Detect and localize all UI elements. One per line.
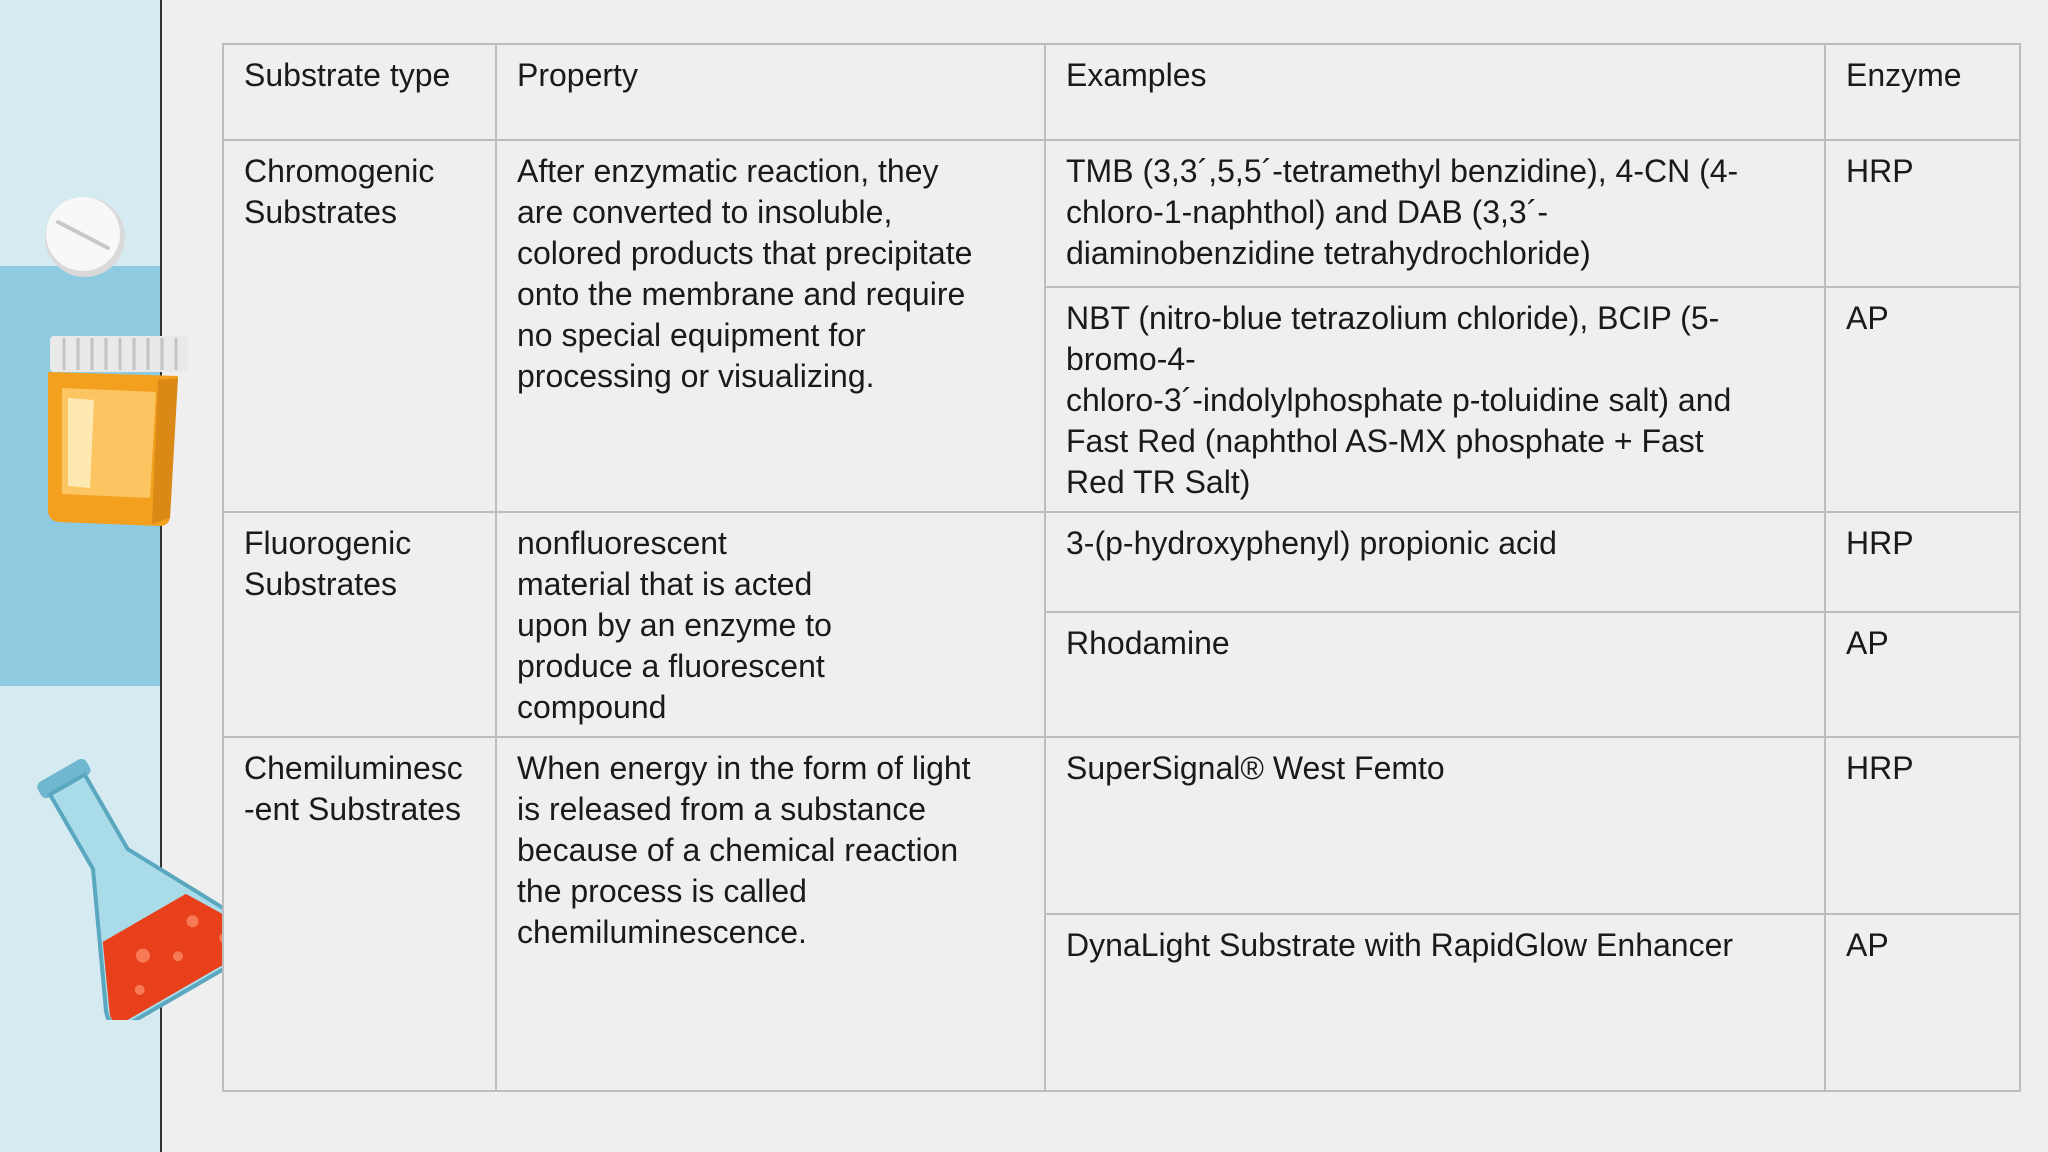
enzyme-cell: AP — [1825, 612, 2020, 737]
table-row — [223, 512, 2020, 612]
example-cell: TMB (3,3´,5,5´-tetramethyl benzidine), 4-CN (4- chloro-1-naphthol) and DAB (3,3´- diaminobenzidine tetrahydrochloride) — [1045, 140, 1825, 287]
header-examples: Examples — [1045, 44, 1825, 140]
example-cell: NBT (nitro-blue tetrazolium chloride), BCIP (5- bromo-4- chloro-3´-indolylphosphate p-toluidine salt) and Fast Red (naphthol AS-MX phosphate + Fast Red TR Salt) — [1045, 287, 1825, 512]
property-cell: After enzymatic reaction, they are converted to insoluble, colored products that precipitate onto the membrane and require no special equipment for processing or visualizing. — [496, 140, 1045, 512]
medicine-bottle-icon — [38, 328, 198, 528]
example-cell: DynaLight Substrate with RapidGlow Enhancer — [1045, 914, 1825, 1091]
header-row — [223, 44, 2020, 140]
enzyme-cell: AP — [1825, 287, 2020, 512]
enzyme-cell: AP — [1825, 914, 2020, 1091]
enzyme-cell: HRP — [1825, 140, 2020, 287]
property-cell: nonfluorescent material that is acted upon by an enzyme to produce a fluorescent compound — [496, 512, 1045, 737]
example-cell: SuperSignal® West Femto — [1045, 737, 1825, 914]
substrate-type-cell: Fluorogenic Substrates — [223, 512, 496, 737]
pill-icon — [40, 192, 130, 282]
substrate-table — [222, 43, 2021, 1092]
property-cell: When energy in the form of light is released from a substance because of a chemical reaction the process is called chemiluminescence. — [496, 737, 1045, 1091]
example-cell: Rhodamine — [1045, 612, 1825, 737]
example-cell: 3-(p-hydroxyphenyl) propionic acid — [1045, 512, 1825, 612]
header-enzyme: Enzyme — [1825, 44, 2020, 140]
substrate-type-cell: Chemiluminesc -ent Substrates — [223, 737, 496, 1091]
table-row — [223, 140, 2020, 287]
enzyme-cell: HRP — [1825, 737, 2020, 914]
header-substrate-type: Substrate type — [223, 44, 496, 140]
table-row — [223, 737, 2020, 914]
flask-icon — [14, 740, 254, 1020]
substrate-type-cell: Chromogenic Substrates — [223, 140, 496, 512]
header-property: Property — [496, 44, 1045, 140]
enzyme-cell: HRP — [1825, 512, 2020, 612]
